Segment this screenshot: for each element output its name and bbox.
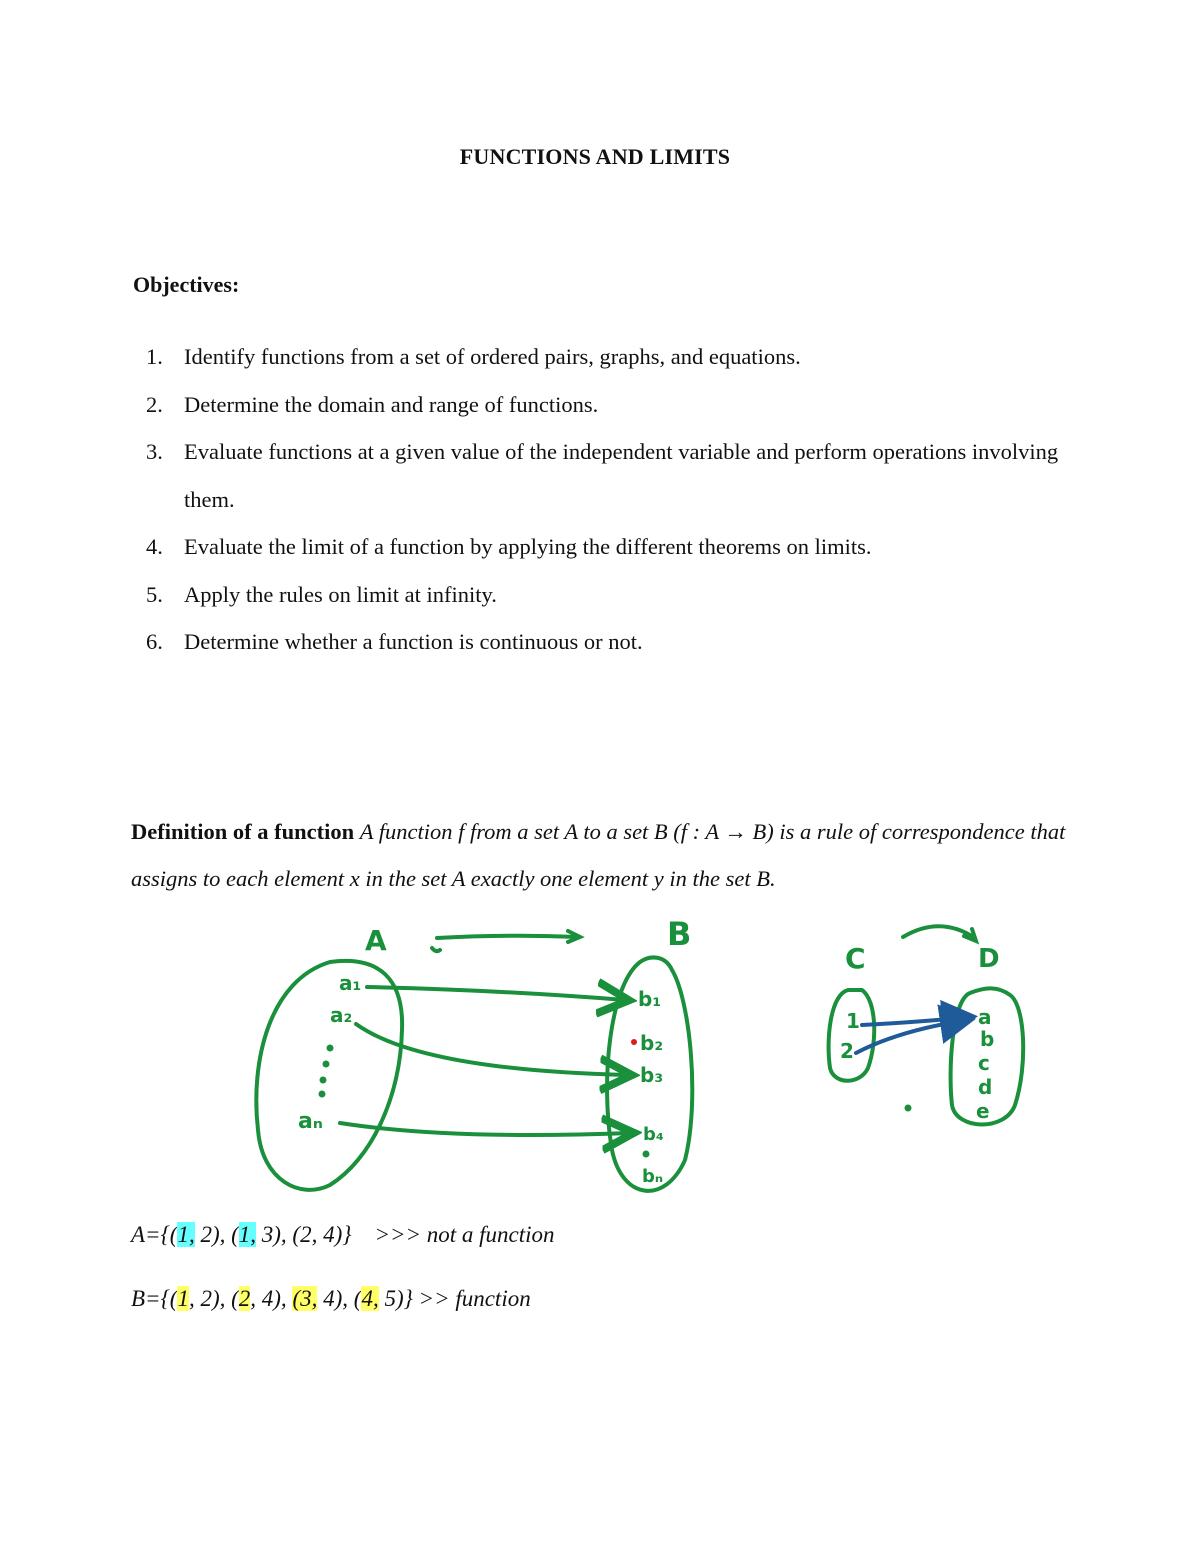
example-text: 3), (2, 4)} <box>256 1222 352 1247</box>
red-ink-mark <box>631 1039 637 1045</box>
objective-text: Evaluate the limit of a function by applying the different theorems on limits. <box>184 534 872 559</box>
example-set-a <box>131 1222 555 1248</box>
objective-text: Identify functions from a set of ordered pairs, graphs, and equations. <box>184 344 801 369</box>
objective-number: 5. <box>146 581 163 607</box>
set-a-label: A <box>365 924 387 957</box>
set-b-label: B <box>667 915 692 953</box>
example-text: , 2), ( <box>188 1286 239 1311</box>
example-text: 4), ( <box>317 1286 362 1311</box>
definition-body: A function f from a set A to a set B (f : A → B) is a rule of correspondence that assigns to each element x in the set A exactly one element y in the set B. <box>131 819 1066 891</box>
map-arrow <box>367 987 625 1000</box>
objective-text: Apply the rules on limit at infinity. <box>184 581 497 607</box>
element-e: e <box>976 1099 990 1123</box>
example-note: >>> not a function <box>351 1222 555 1247</box>
objective-text: Determine whether a function is continuous or not. <box>184 629 643 654</box>
example-text: 5)} <box>378 1286 413 1311</box>
element-bn: bₙ <box>642 1166 664 1187</box>
element-d: d <box>978 1075 993 1099</box>
set-a-oval <box>256 961 402 1190</box>
objectives-heading: Objectives: <box>133 272 240 297</box>
map-arrow <box>340 1123 630 1135</box>
element-a: a <box>978 1005 992 1029</box>
highlight-yellow: 1 <box>177 1286 189 1311</box>
example-text: , 4), <box>250 1286 293 1311</box>
element-b: b <box>980 1027 995 1051</box>
element-a1: a₁ <box>339 971 362 995</box>
objective-number: 3. <box>146 439 163 464</box>
set-c-label: C <box>845 942 866 975</box>
example-note: >> function <box>412 1286 531 1311</box>
mapping-diagram-a-b <box>256 931 692 1191</box>
objective-text: Evaluate functions at a given value of the independent variable and perform operations involving them. <box>184 439 1059 512</box>
highlight-yellow: (3, <box>292 1286 318 1311</box>
highlight-cyan: 1, <box>177 1222 195 1247</box>
example-prefix: B={( <box>131 1286 178 1311</box>
objective-number: 4. <box>146 534 163 559</box>
example-set-b <box>131 1286 531 1312</box>
element-b1: b₁ <box>638 987 662 1011</box>
objective-text: Determine the domain and range of functions. <box>184 391 599 417</box>
example-prefix: A={( <box>131 1222 178 1247</box>
element-a2: a₂ <box>330 1003 353 1027</box>
element-1: 1 <box>846 1009 860 1033</box>
definition-term: Definition of a function <box>131 819 355 844</box>
objective-number: 1. <box>146 344 163 369</box>
set-c-oval <box>829 990 875 1081</box>
element-c: c <box>978 1051 990 1075</box>
element-b2: b₂ <box>640 1031 664 1055</box>
highlight-yellow: 4, <box>361 1286 379 1311</box>
highlight-yellow: 2 <box>238 1286 251 1311</box>
set-d-label: D <box>978 944 1000 974</box>
element-2: 2 <box>840 1039 854 1063</box>
page-title: FUNCTIONS AND LIMITS <box>459 144 731 169</box>
element-an: aₙ <box>298 1109 323 1134</box>
highlight-cyan: 1, <box>238 1222 257 1247</box>
example-text: 2), ( <box>194 1222 239 1247</box>
objective-number: 2. <box>146 391 163 417</box>
objective-number: 6. <box>146 629 163 654</box>
element-b4: b₄ <box>643 1124 664 1145</box>
top-arrow <box>432 936 578 951</box>
element-b3: b₃ <box>640 1063 664 1087</box>
